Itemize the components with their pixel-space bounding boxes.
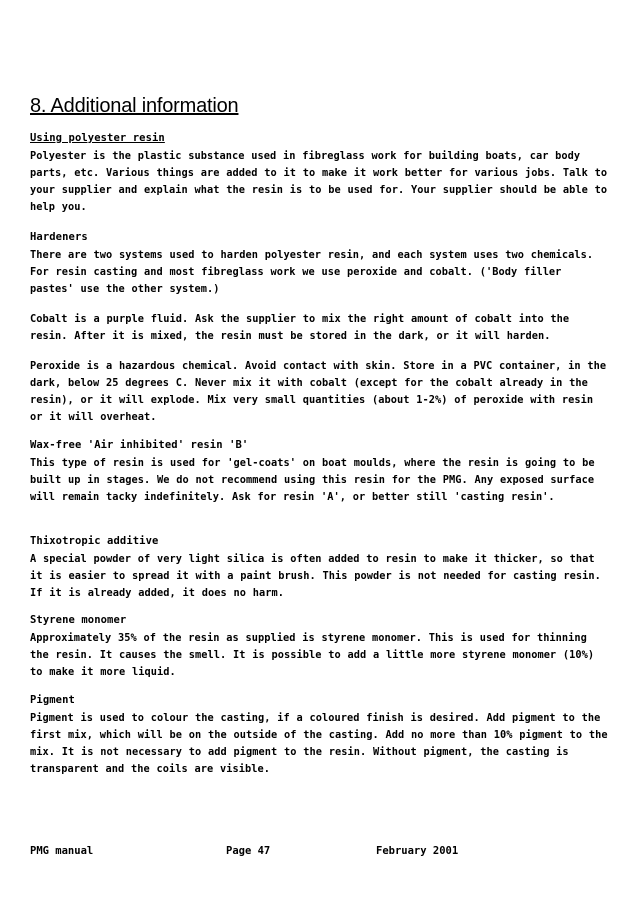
footer-page-number: Page 47 bbox=[226, 845, 271, 857]
section-paragraph: Pigment is used to colour the casting, if a coloured finish is desired. Add pigment to the first mix, which will be on the outside of the casting. Add no more than 10% pigment to the mix. It is not necessary to add pigment to the resin. Without pigment, the casting is transparent and the coils are visible. bbox=[30, 712, 608, 775]
section-heading: Thixotropic additive bbox=[30, 535, 159, 547]
section-heading: Hardeners bbox=[30, 231, 88, 243]
footer-date: February 2001 bbox=[376, 845, 459, 857]
section-paragraph: This type of resin is used for 'gel-coats' on boat moulds, where the resin is going to be built up in stages. We do not recommend using this resin for the PMG. Any exposed surface will remain tacky indefinitely. Ask for resin 'A', or better still 'casting resin'. bbox=[30, 457, 595, 503]
section-heading: Using polyester resin bbox=[30, 132, 165, 144]
section-paragraph: Approximately 35% of the resin as supplied is styrene monomer. This is used for thinning the resin. It causes the smell. It is possible to add a little more styrene monomer (10%) to make it more liquid. bbox=[30, 632, 595, 678]
section-heading: Styrene monomer bbox=[30, 614, 127, 626]
section-heading: Pigment bbox=[30, 694, 75, 706]
section-paragraph: There are two systems used to harden polyester resin, and each system uses two chemicals. For resin casting and most fibreglass work we use peroxide and cobalt. ('Body filler pastes' use the other system.) bbox=[30, 249, 594, 295]
section-hardeners bbox=[30, 229, 610, 426]
section-paragraph: A special powder of very light silica is often added to resin to make it thicker, so that it is easier to spread it with a paint brush. This powder is not needed for casting resin. If it is already added, it does no harm. bbox=[30, 553, 601, 599]
footer-doc-name: PMG manual bbox=[30, 845, 94, 857]
section-heading: Wax-free 'Air inhibited' resin 'B' bbox=[30, 439, 249, 451]
page-title: 8. Additional information bbox=[30, 95, 239, 117]
section-paragraph: Cobalt is a purple fluid. Ask the supplier to mix the right amount of cobalt into the resin. After it is mixed, the resin must be stored in the dark, or it will harden. bbox=[30, 313, 570, 342]
section-paragraph: Peroxide is a hazardous chemical. Avoid contact with skin. Store in a PVC container, in the dark, below 25 degrees C. Never mix it with cobalt (except for the cobalt already in the resin), or it will explode. Mix very small quantities (about 1-2%) of peroxide with resin or it will overheat. bbox=[30, 360, 607, 423]
section-pigment bbox=[30, 692, 610, 778]
section-paragraph: Polyester is the plastic substance used in fibreglass work for building boats, car body parts, etc. Various things are added to it to make it work better for various jobs. Talk to your supplier and explain what the resin is to be used for. Your supplier should be able to help you. bbox=[30, 150, 608, 213]
section-styrene bbox=[30, 612, 610, 681]
section-thixotropic bbox=[30, 533, 610, 602]
section-polyester bbox=[30, 130, 610, 216]
section-wax-free bbox=[30, 437, 610, 506]
